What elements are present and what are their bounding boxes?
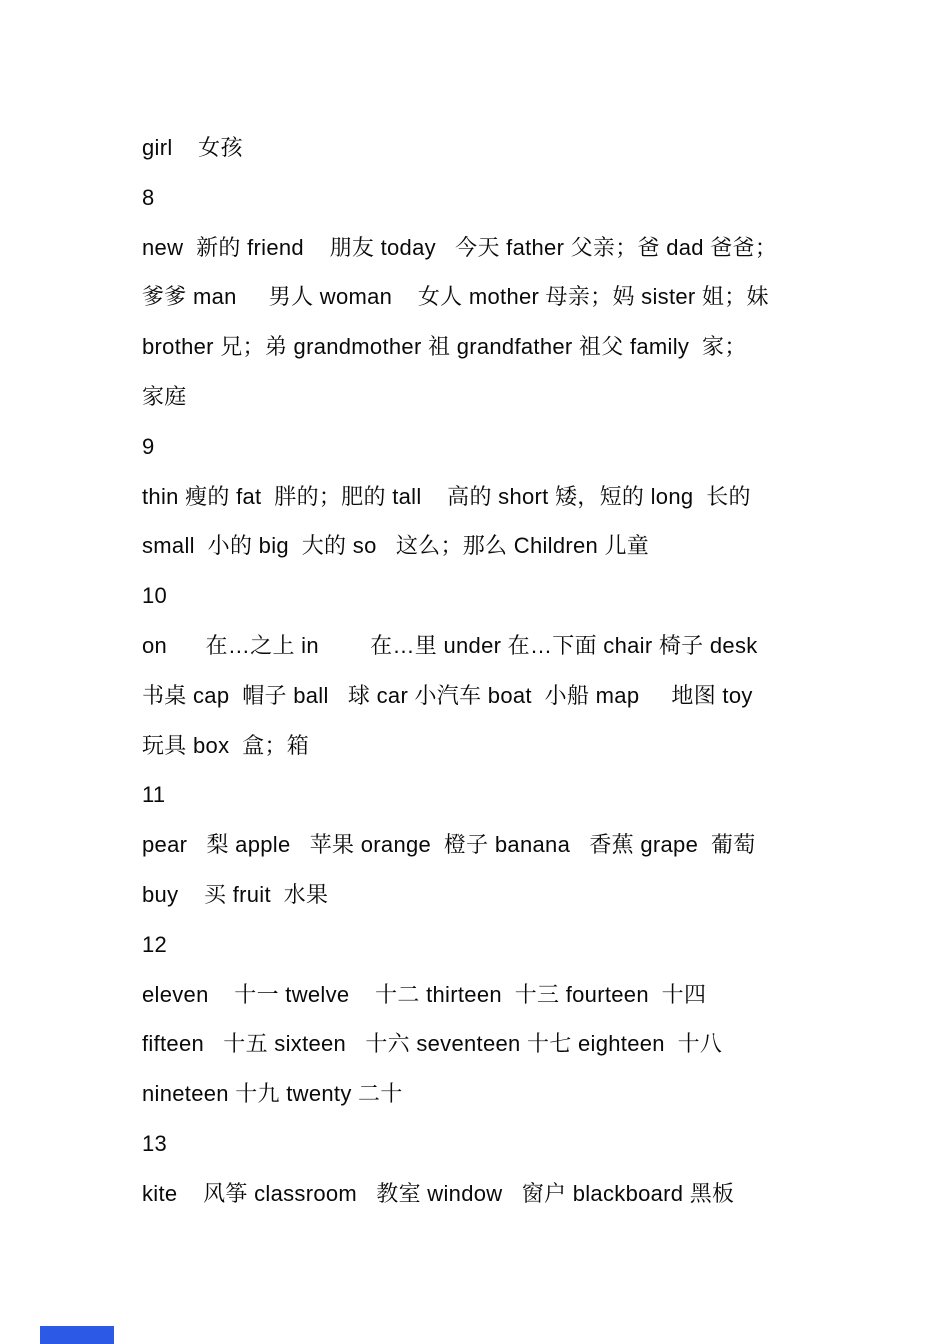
text-line: eleven 十一 twelve 十二 thirteen 十三 fourteen 十四 bbox=[142, 981, 707, 1007]
text-line: new 新的 friend 朋友 today 今天 father 父亲；爸 dad 爸爸； bbox=[142, 234, 778, 260]
text-line: 爹爹 man 男人 woman 女人 mother 母亲；妈 sister 姐；妹 bbox=[142, 284, 769, 310]
text-line: 13 bbox=[142, 1130, 168, 1156]
text-line: thin 瘦的 fat 胖的；肥的 tall 高的 short 矮，短的 long 长的 bbox=[142, 483, 751, 509]
text-line: girl 女孩 bbox=[142, 135, 243, 160]
text-line: small 小的 big 大的 so 这么；那么 Children 儿童 bbox=[142, 533, 650, 559]
text-line: pear 梨 apple 苹果 orange 橙子 banana 香蕉 grape 葡萄 bbox=[142, 832, 756, 858]
text-line: 8 bbox=[142, 184, 155, 210]
text-line: 玩具 box 盒；箱 bbox=[142, 732, 310, 758]
text-line: buy 买 fruit 水果 bbox=[142, 881, 329, 907]
text-line: 10 bbox=[142, 583, 168, 609]
text-line: kite 风筝 classroom 教室 window 窗户 blackboard 黑板 bbox=[142, 1180, 735, 1206]
text-line: 12 bbox=[142, 931, 168, 957]
text-line: 9 bbox=[142, 433, 155, 459]
text-line: on 在…之上 in 在…里 under 在…下面 chair 椅子 desk bbox=[142, 632, 758, 658]
vocabulary-text-block bbox=[142, 123, 822, 1219]
text-line: brother 兄；弟 grandmother 祖 grandfather 祖父 family 家； bbox=[142, 334, 747, 360]
blue-bar bbox=[40, 1326, 114, 1344]
text-line: fifteen 十五 sixteen 十六 seventeen 十七 eighteen 十八 bbox=[142, 1031, 723, 1057]
text-line: 书桌 cap 帽子 ball 球 car 小汽车 boat 小船 map 地图 toy bbox=[142, 682, 753, 708]
text-line: 家庭 bbox=[142, 383, 187, 409]
text-line: nineteen 十九 twenty 二十 bbox=[142, 1081, 403, 1107]
text-line: 11 bbox=[142, 782, 166, 808]
